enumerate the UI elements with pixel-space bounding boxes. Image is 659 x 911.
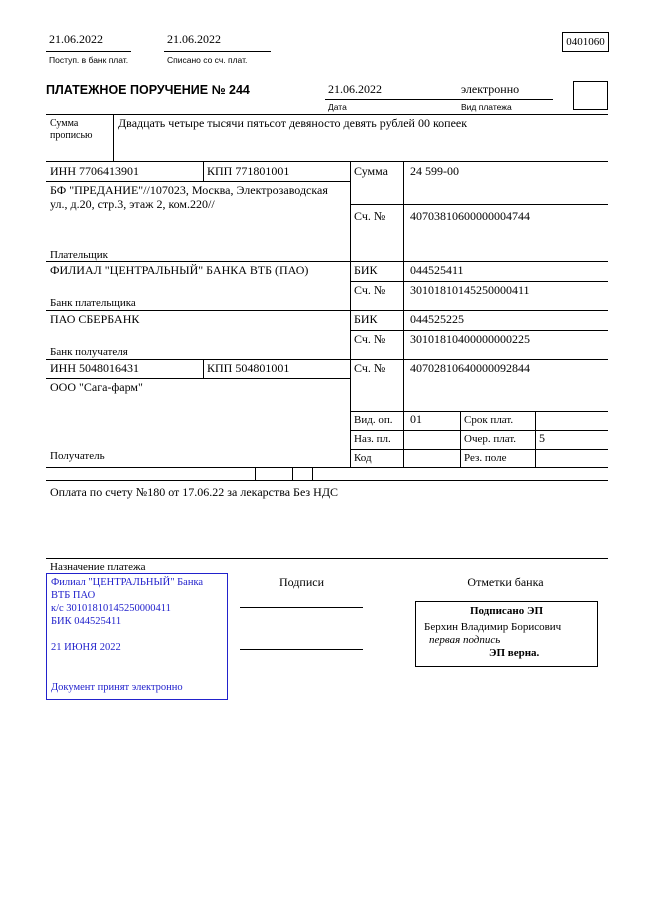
esign-title: Подписано ЭП <box>469 605 544 617</box>
signature-line-1 <box>240 607 363 608</box>
vid-op-value: 01 <box>410 412 422 426</box>
table-line <box>46 378 350 379</box>
payee-account: 40702810640000092844 <box>410 361 530 375</box>
payee-bank-name: ПАО СБЕРБАНК <box>50 312 140 326</box>
table-line <box>403 161 404 467</box>
amount-words-top-line <box>46 114 608 115</box>
esign-verdict: ЭП верна. <box>489 647 540 659</box>
payer-bank-account-label: Сч. № <box>354 283 386 297</box>
payee-label: Получатель <box>50 450 105 462</box>
srok-plat-label: Срок плат. <box>464 414 514 426</box>
payer-inn: ИНН 7706413901 <box>50 164 139 178</box>
payer-bank-bik-label: БИК <box>354 263 378 277</box>
payer-bank-bik: 044525411 <box>410 263 464 277</box>
table-line <box>460 411 461 467</box>
payment-purpose-text: Оплата по счету №180 от 17.06.22 за лекарства Без НДС <box>50 485 339 499</box>
esign-box <box>415 601 598 667</box>
amount-words-divider <box>113 114 114 161</box>
payer-label: Плательщик <box>50 249 108 261</box>
ocher-plat-label: Очер. плат. <box>464 433 517 445</box>
table-line <box>46 181 350 182</box>
vid-op-label: Вид. оп. <box>354 414 393 426</box>
document-title: ПЛАТЕЖНОЕ ПОРУЧЕНИЕ № 244 <box>46 83 250 97</box>
form-code-box: 0401060 <box>562 32 609 52</box>
payee-bank-bik-label: БИК <box>354 312 378 326</box>
payee-inn: ИНН 5048016431 <box>50 361 139 375</box>
payee-bank-bik: 044525225 <box>410 312 464 326</box>
table-line <box>255 467 256 480</box>
stamp-line: Филиал "ЦЕНТРАЛЬНЫЙ" Банка <box>51 577 204 588</box>
payer-account-label: Сч. № <box>354 209 386 223</box>
table-line <box>46 261 608 262</box>
status-box-empty <box>573 81 608 110</box>
signatures-header: Подписи <box>278 575 325 589</box>
payer-bank-account: 30101810145250000411 <box>410 283 530 297</box>
payment-kind: электронно <box>461 82 520 96</box>
payee-bank-account-label: Сч. № <box>354 332 386 346</box>
payee-account-label: Сч. № <box>354 361 386 375</box>
amount-words-label-1: Сумма <box>50 118 79 129</box>
kod-label: Код <box>354 452 372 464</box>
table-line <box>46 310 608 311</box>
table-line <box>46 467 608 468</box>
payer-account: 40703810600000004744 <box>410 209 530 223</box>
received-in-bank-label: Поступ. в банк плат. <box>49 55 129 65</box>
table-line <box>535 411 536 467</box>
debited-date: 21.06.2022 <box>167 32 221 46</box>
payee-name: ООО "Сага-фарм" <box>50 380 143 394</box>
table-line <box>350 449 608 450</box>
table-line <box>203 359 204 378</box>
payer-bank-name: ФИЛИАЛ "ЦЕНТРАЛЬНЫЙ" БАНКА ВТБ (ПАО) <box>50 263 309 277</box>
table-line <box>312 467 313 480</box>
sum-value: 24 599-00 <box>410 164 459 178</box>
debited-date-underline <box>164 51 271 52</box>
payer-bank-label: Банк плательщика <box>50 297 136 309</box>
signature-line-2 <box>240 649 363 650</box>
stamp-date-line: 21 ИЮНЯ 2022 <box>51 642 121 653</box>
esign-signer-name: Берхин Владимир Борисович <box>424 621 562 633</box>
table-line <box>350 411 608 412</box>
date-label: Дата <box>328 102 347 112</box>
table-line <box>203 161 204 181</box>
table-line <box>350 430 608 431</box>
received-date-underline <box>46 51 131 52</box>
table-line <box>46 161 608 162</box>
payer-name: БФ "ПРЕДАНИЕ"//107023, Москва, Электрозаводская ул., д.20, стр.3, этаж 2, ком.220// <box>50 183 328 211</box>
naz-pl-label: Наз. пл. <box>354 433 391 445</box>
amount-words-label-2: прописью <box>50 130 93 141</box>
payment-purpose-label: Назначение платежа <box>50 561 146 573</box>
debited-label: Списано со сч. плат. <box>167 55 248 65</box>
sum-label: Сумма <box>354 164 388 178</box>
date-kind-underline <box>325 99 553 100</box>
table-line <box>350 330 608 331</box>
rez-pole-label: Рез. поле <box>464 452 507 464</box>
stamp-line: БИК 044525411 <box>51 616 122 627</box>
table-line <box>350 281 608 282</box>
stamp-line: ВТБ ПАО <box>51 590 96 601</box>
stamp-accepted-line: Документ принят электронно <box>51 682 183 693</box>
kind-label: Вид платежа <box>461 102 512 112</box>
esign-signature-type: первая подпись <box>429 634 501 646</box>
purpose-bottom-line <box>46 558 608 559</box>
received-in-bank-date: 21.06.2022 <box>49 32 103 46</box>
table-line <box>350 161 351 467</box>
table-line <box>46 359 608 360</box>
table-line <box>46 480 608 481</box>
bank-marks-header: Отметки банка <box>467 575 544 589</box>
document-date: 21.06.2022 <box>328 82 382 96</box>
payee-bank-account: 30101810400000000225 <box>410 332 530 346</box>
ocher-plat-value: 5 <box>539 431 545 445</box>
payer-kpp: КПП 771801001 <box>207 164 290 178</box>
bank-stamp <box>46 573 228 700</box>
table-line <box>350 204 608 205</box>
table-line <box>292 467 293 480</box>
amount-in-words: Двадцать четыре тысячи пятьсот девяносто девять рублей 00 копеек <box>118 116 468 130</box>
payee-kpp: КПП 504801001 <box>207 361 290 375</box>
payee-bank-label: Банк получателя <box>50 346 128 358</box>
stamp-line: к/с 30101810145250000411 <box>51 603 171 614</box>
